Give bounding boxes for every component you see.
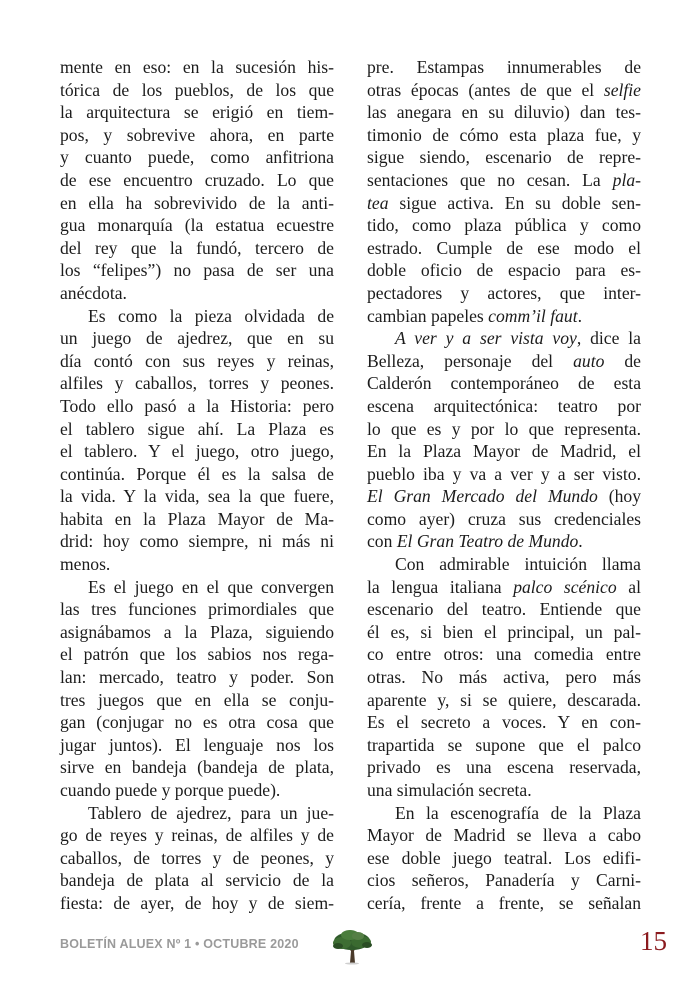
italic-term: auto bbox=[573, 350, 605, 371]
right-text-column bbox=[367, 56, 641, 915]
text-line: sigue siendo, escenario de repre- bbox=[367, 147, 641, 168]
text-line: una simulación secreta. bbox=[367, 780, 532, 800]
text-line: drid: hoy como siempre, ni más ni bbox=[60, 531, 334, 552]
text-line: tórica de los pueblos, de los que bbox=[60, 79, 334, 100]
text-line: privado es una escena reservada, bbox=[367, 757, 641, 778]
text-line: habita en la Plaza Mayor de Ma- bbox=[60, 508, 334, 529]
italic-title: El Gran Teatro de Mundo bbox=[396, 531, 579, 552]
text-line: doble oficio de espacio para es- bbox=[367, 260, 641, 281]
text-line: él es, si bien el principal, un pal- bbox=[367, 621, 641, 642]
text-line: gan (conjugar no es otra cosa que bbox=[60, 712, 334, 733]
text-line: de ese encuentro cruzado. Lo que bbox=[60, 169, 334, 190]
publication-footer: BOLETÍN ALUEX Nº 1 • OCTUBRE 2020 bbox=[60, 937, 299, 951]
italic-term: palco scénico bbox=[513, 576, 617, 597]
text-line: go de reyes y reinas, de alfiles y de bbox=[60, 825, 334, 846]
text-line: jugar juntos). El lenguaje nos los bbox=[60, 734, 334, 755]
text-line: estrado. Cumple de ese modo el bbox=[367, 237, 641, 258]
text-line: gua monarquía (la estatua ecuestre bbox=[60, 215, 334, 236]
text-line: anécdota. bbox=[60, 282, 127, 303]
paragraph-start-line: En la escenografía de la Plaza bbox=[395, 802, 641, 823]
italic-term: tea bbox=[367, 192, 389, 213]
text-line: del rey que la fundó, tercero de bbox=[60, 237, 334, 258]
paragraph-start-line: Es el juego en el que convergen bbox=[88, 576, 334, 597]
text-line: cuando puede y porque puede). bbox=[60, 780, 281, 800]
text-line: menos. bbox=[60, 554, 111, 575]
paragraph-start-line: A ver y a ser vista voy, dice la bbox=[395, 328, 641, 349]
text-line: en ella ha sobrevivido de la anti- bbox=[60, 192, 334, 213]
text-line: tres juegos que en ella se conju- bbox=[60, 689, 334, 710]
text-line: las anegara en su diluvio) dan tes- bbox=[367, 102, 641, 123]
text-line: Belleza, personaje del auto de bbox=[367, 350, 641, 371]
text-line: pueblo iba y va a ver y a ser visto. bbox=[367, 463, 641, 484]
text-line: como ayer) cruza sus credenciales bbox=[367, 508, 641, 529]
text-line: mente en eso: en la sucesión his- bbox=[60, 57, 334, 77]
text-line: trapartida se supone que el palco bbox=[367, 734, 641, 755]
text-line: cambian papeles comm’il faut. bbox=[367, 305, 582, 326]
left-text-column bbox=[60, 56, 334, 915]
text-line: día contó con sus reyes y reinas, bbox=[60, 350, 334, 371]
text-line: El Gran Mercado del Mundo (hoy bbox=[367, 486, 641, 507]
text-line: fiesta: de ayer, de hoy y de siem- bbox=[60, 892, 334, 913]
text-line: la lengua italiana palco scénico al bbox=[367, 576, 641, 597]
text-line: el tablero. Y el juego, otro juego, bbox=[60, 441, 334, 462]
text-line: otras épocas (antes de que el selfie bbox=[367, 79, 641, 100]
text-line: sirve en bandeja (bandeja de plata, bbox=[60, 757, 334, 778]
text-line: la vida. Y la vida, sea la que fuere, bbox=[60, 486, 334, 507]
text-line: tea sigue activa. En su doble sen- bbox=[367, 192, 641, 213]
text-line: con El Gran Teatro de Mundo. bbox=[367, 531, 583, 552]
text-line: escena arquitectónica: teatro por bbox=[367, 395, 641, 416]
text-line: pre. Estampas innumerables de bbox=[367, 57, 641, 77]
text-line: el patrón que los sabios nos rega- bbox=[60, 644, 334, 665]
text-line: tido, como plaza pública y como bbox=[367, 215, 641, 236]
text-line: asignábamos a la Plaza, siguiendo bbox=[60, 621, 334, 642]
text-line: Es el secreto a voces. Y en con- bbox=[367, 712, 641, 733]
text-line: ese doble juego teatral. Los edifi- bbox=[367, 847, 641, 868]
text-line: sentaciones que no cesan. La pla- bbox=[367, 169, 641, 190]
text-line: Todo ello pasó a la Historia: pero bbox=[60, 395, 334, 416]
text-line: los “felipes”) no pasa de ser una bbox=[60, 260, 334, 281]
page-number: 15 bbox=[640, 926, 667, 956]
italic-title: El Gran Mercado del Mundo bbox=[367, 486, 598, 507]
italic-term: comm’il faut bbox=[488, 305, 578, 326]
text-line: alfiles y caballos, torres y peones. bbox=[60, 373, 334, 394]
text-line: y cuanto puede, como anfitriona bbox=[60, 147, 334, 168]
text-line: el tablero sigue ahí. La Plaza es bbox=[60, 418, 334, 439]
text-line: timonio de cómo esta plaza fue, y bbox=[367, 124, 641, 145]
text-line: escenario del teatro. Entiende que bbox=[367, 599, 641, 620]
text-line: Calderón contemporáneo de esta bbox=[367, 373, 641, 394]
text-line: las tres funciones primordiales que bbox=[60, 599, 334, 620]
text-line: caballos, de torres y de peones, y bbox=[60, 847, 334, 868]
italic-term: pla- bbox=[612, 169, 641, 190]
text-line: En la Plaza Mayor de Madrid, el bbox=[367, 441, 641, 462]
italic-term: selfie bbox=[603, 79, 641, 100]
text-line: la arquitectura se erigió en tiem- bbox=[60, 102, 334, 123]
tree-icon bbox=[328, 925, 376, 965]
text-line: otras. No más activa, pero más bbox=[367, 667, 641, 688]
text-line: pos, y sobrevive ahora, en parte bbox=[60, 124, 334, 145]
text-line: aparente y, si se quiere, descarada. bbox=[367, 689, 641, 710]
text-line: un juego de ajedrez, que en su bbox=[60, 328, 334, 349]
paragraph-start-line: Es como la pieza olvidada de bbox=[88, 305, 334, 326]
text-line: continúa. Porque él es la salsa de bbox=[60, 463, 334, 484]
text-line: pectadores y actores, que inter- bbox=[367, 282, 641, 303]
paragraph-start-line: Tablero de ajedrez, para un jue- bbox=[88, 802, 334, 823]
text-line: cios señeros, Panadería y Carni- bbox=[367, 870, 641, 891]
text-line: co entre otros: una comedia entre bbox=[367, 644, 641, 665]
text-line: cería, frente a frente, se señalan bbox=[367, 892, 641, 913]
text-line: bandeja de plata al servicio de la bbox=[60, 870, 334, 891]
text-line: Mayor de Madrid se lleva a cabo bbox=[367, 825, 641, 846]
text-line: lan: mercado, teatro y poder. Son bbox=[60, 667, 334, 688]
text-line: lo que es y por lo que representa. bbox=[367, 418, 641, 439]
italic-quote: A ver y a ser vista voy bbox=[395, 328, 577, 349]
paragraph-start-line: Con admirable intuición llama bbox=[395, 554, 641, 575]
